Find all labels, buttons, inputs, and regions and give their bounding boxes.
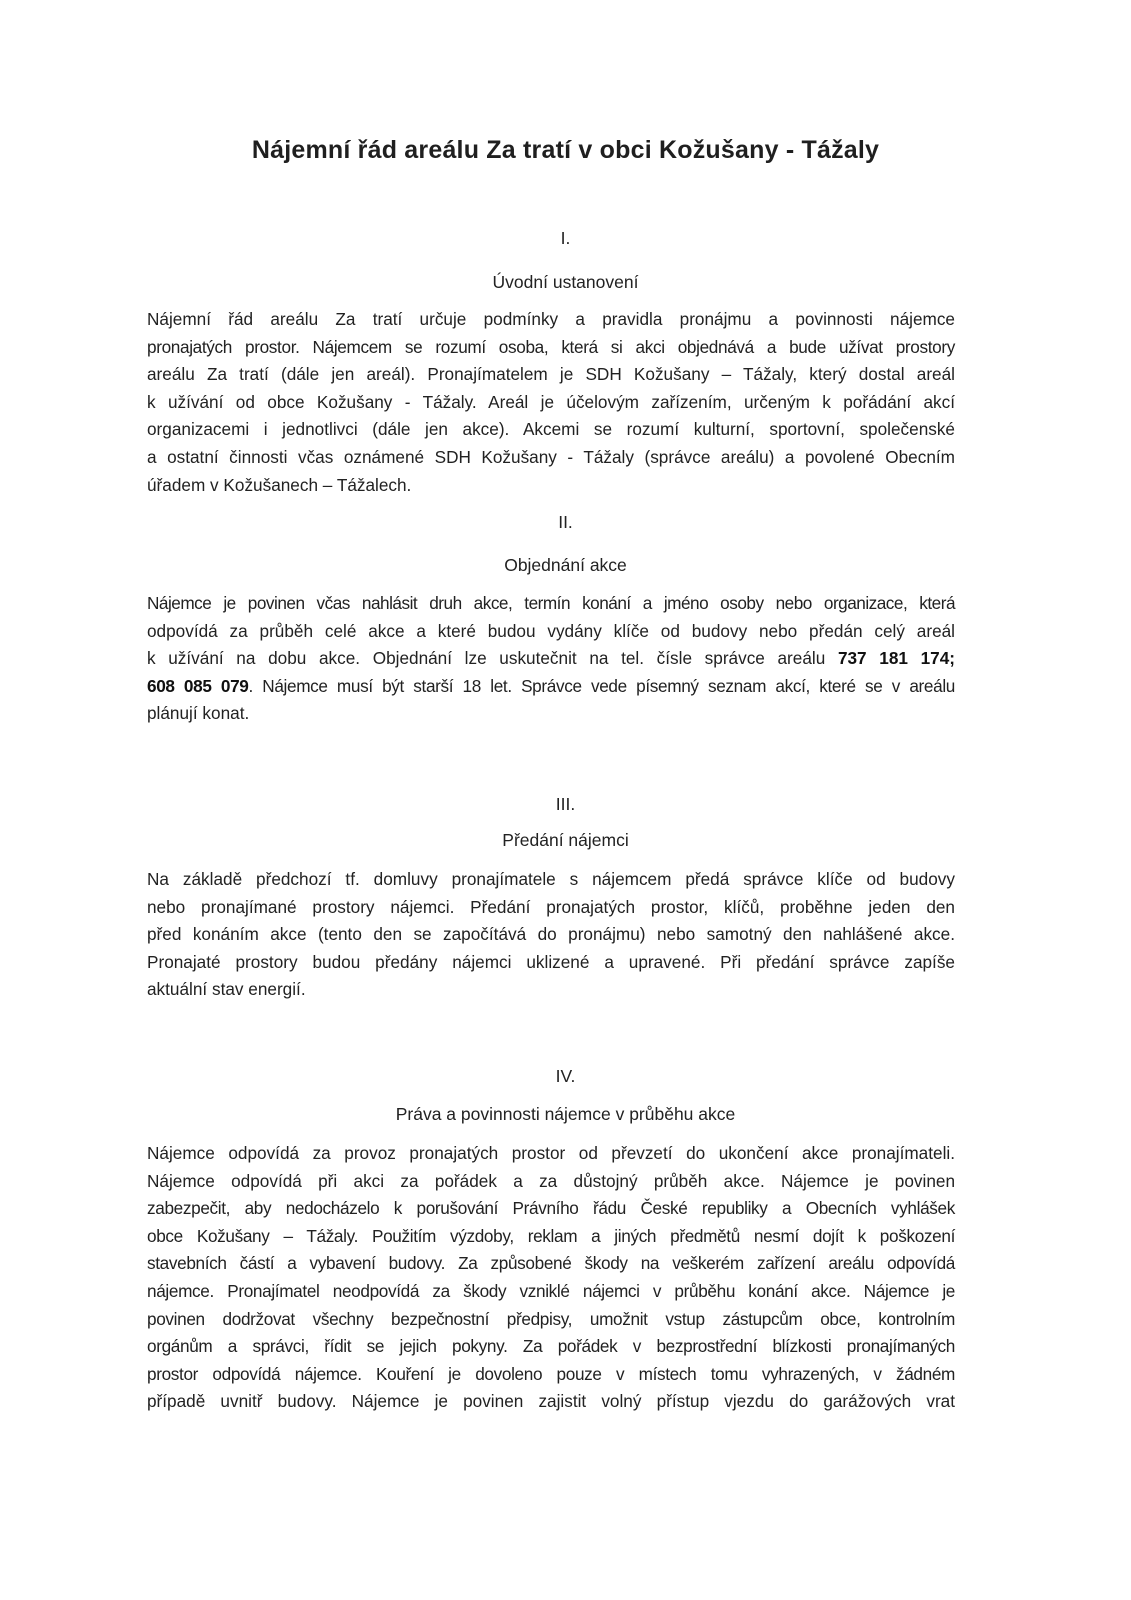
text-line: aktuální stav energií.: [147, 979, 306, 1000]
text-line: stavebních částí a vybavení budovy. Za způsobené škody na veškerém zařízení areálu odpovídá: [147, 1253, 955, 1274]
text-fragment: k užívání na dobu akce. Objednání lze uskutečnit na tel. čísle správce areálu: [147, 648, 838, 669]
text-line: Nájemní řád areálu Za tratí určuje podmínky a pravidla pronájmu a povinnosti nájemce: [147, 309, 955, 329]
section-2-paragraph: [147, 590, 955, 728]
phone-number: 737 181 174;: [837, 648, 955, 669]
text-line: plánují konat.: [147, 703, 250, 724]
section-2-number: II.: [558, 512, 573, 532]
text-line: nájemce. Pronajímatel neodpovídá za škody vzniklé nájemci v průběhu konání akce. Nájemce je: [147, 1280, 955, 1301]
phone-number: 608 085 079: [147, 675, 249, 696]
text-line: Pronajaté prostory budou předány nájemci uklizené a upravené. Při předání správce zapíše: [147, 951, 955, 972]
text-line: [147, 673, 955, 701]
text-line: odpovídá za průběh celé akce a které budou vydány klíče od budovy nebo předán celý areál: [147, 620, 955, 641]
text-line: prostor odpovídá nájemce. Kouření je dovoleno pouze v místech tomu vyhrazených, v žádném: [147, 1363, 955, 1384]
text-line: pronajatých prostor. Nájemcem se rozumí osoba, která si akci objednává a bude užívat prostory: [147, 336, 955, 357]
section-1-paragraph: [147, 306, 955, 499]
text-line: [147, 645, 955, 673]
text-fragment: . Nájemce musí být starší 18 let. Správce vede písemný seznam akcí, které se v areálu: [248, 675, 955, 696]
document-title: Nájemní řád areálu Za tratí v obci Kožušany - Tážaly: [251, 136, 880, 164]
text-line: nebo pronajímané prostory nájemci. Předání pronajatých prostor, klíčů, proběhne jeden den: [147, 896, 955, 917]
text-line: před konáním akce (tento den se započítává do pronájmu) nebo samotný den nahlášené akce.: [147, 924, 955, 945]
section-4-paragraph: [147, 1140, 955, 1416]
text-line: a ostatní činnosti včas oznámené SDH Kožušany - Tážaly (správce areálu) a povolené Obecním: [147, 446, 955, 467]
section-4-number: IV.: [555, 1066, 576, 1086]
section-4-heading: Práva a povinnosti nájemce v průběhu akce: [395, 1104, 736, 1124]
text-line: organizacemi i jednotlivci (dále jen akce). Akcemi se rozumí kulturní, sportovní, společenské: [147, 419, 955, 440]
text-line: Nájemce je povinen včas nahlásit druh akce, termín konání a jméno osoby nebo organizace, která: [147, 593, 955, 613]
text-line: Na základě předchozí tf. domluvy pronajímatele s nájemcem předá správce klíče od budovy: [147, 869, 955, 889]
section-1-number: I.: [560, 228, 571, 248]
text-line: povinen dodržovat všechny bezpečnostní předpisy, umožnit vstup zástupcům obce, kontrolním: [147, 1308, 955, 1329]
text-line: areálu Za tratí (dále jen areál). Pronajímatelem je SDH Kožušany – Tážaly, který dostal areál: [147, 364, 955, 385]
section-1-heading: Úvodní ustanovení: [492, 272, 639, 292]
text-line: orgánům a správci, řídit se jejich pokyny. Za pořádek v bezprostřední blízkosti pronajímaných: [147, 1336, 955, 1357]
section-2-heading: Objednání akce: [504, 555, 627, 575]
section-3-paragraph: [147, 866, 955, 1004]
text-line: úřadem v Kožušanech – Tážalech.: [147, 474, 412, 495]
text-line: Nájemce odpovídá při akci za pořádek a za důstojný průběh akce. Nájemce je povinen: [147, 1170, 955, 1191]
text-line: obce Kožušany – Tážaly. Použitím výzdoby, reklam a jiných předmětů nesmí dojít k poškození: [147, 1225, 955, 1246]
text-line: zabezpečit, aby nedocházelo k porušování Právního řádu České republiky a Obecních vyhlášek: [147, 1198, 955, 1219]
section-3-heading: Předání nájemci: [502, 830, 629, 850]
text-line: k užívání od obce Kožušany - Tážaly. Areál je účelovým zařízením, určeným k pořádání akcí: [147, 391, 955, 412]
section-3-number: III.: [555, 794, 576, 814]
text-line: Nájemce odpovídá za provoz pronajatých prostor od převzetí do ukončení akce pronajímateli.: [147, 1143, 955, 1163]
text-line: případě uvnitř budovy. Nájemce je povinen zajistit volný přístup vjezdu do garážových vrat: [147, 1391, 955, 1412]
